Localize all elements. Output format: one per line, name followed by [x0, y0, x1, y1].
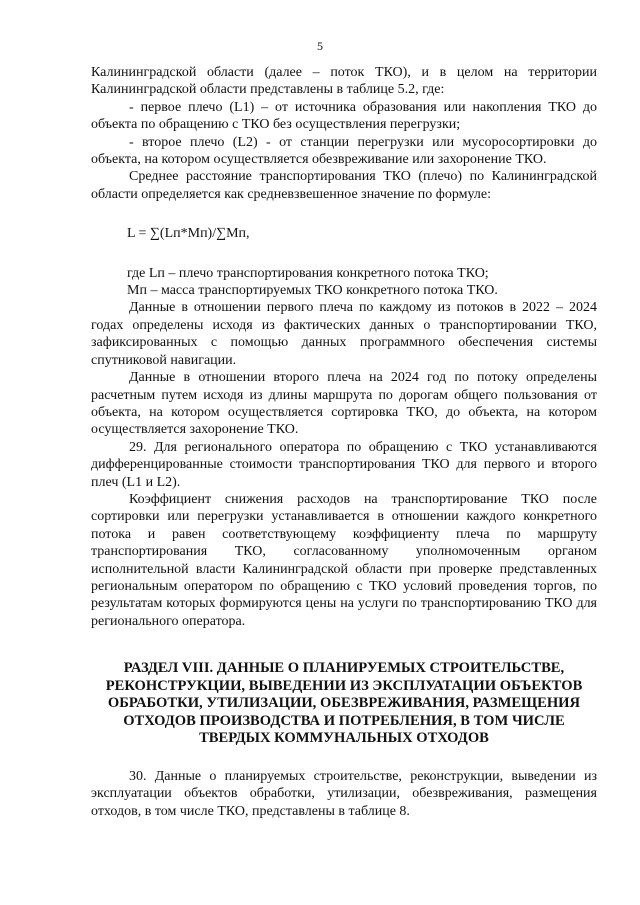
page-number: 5 [317, 39, 323, 53]
paragraph-first-leg: - первое плечо (L1) – от источника образования или накопления ТКО до объекта по обращению с ТКО без осуществления перегрузки; [91, 99, 597, 133]
paragraph-item-29: 29. Для регионального оператора по обращению с ТКО устанавливаются дифференцированные стоимости транспортирования ТКО для первого и второго плеч (L1 и L2). [91, 439, 597, 490]
paragraph-where-lp: где Lп – плечо транспортирования конкретного потока ТКО; [127, 265, 489, 281]
paragraph-item-30: 30. Данные о планируемых строительстве, реконструкции, выведении из эксплуатации объектов обработки, утилизации, обезвреживания, размещения отходов, в том числе ТКО, представлены в таблице 8. [91, 769, 597, 819]
formula: L = ∑(Lп*Mп)/∑Mп, [127, 226, 250, 242]
paragraph-reduction-coefficient: Коэффициент снижения расходов на транспортирование ТКО после сортировки или перегрузки устанавливается в отношении каждого конкретного потока и равен соответствующему коэффициенту плеча по маршруту транспортирования ТКО, согласованному уполномоченным органом исполнительной власти Калининградской области при проверке представленных региональным оператором по обращению с ТКО условий проведения торгов, по результатам которых формируются цены на услуги по транспортированию ТКО для регионального оператора. [91, 491, 597, 629]
paragraph-second-leg: - второе плечо (L2) - от станции перегрузки или мусоросортировки до объекта, на котором осуществляется обезвреживание или захоронение ТКО. [91, 134, 597, 168]
paragraph-continuation: Калининградской области (далее – поток ТКО), и в целом на территории Калининградской области представлены в таблице 5.2, где: [91, 65, 597, 98]
paragraph-first-leg-data: Данные в отношении первого плеча по каждому из потоков в 2022 – 2024 годах определены исходя из фактических данных о транспортировании ТКО, зафиксированных с помощью данных программного обеспечения системы спутниковой навигации. [91, 300, 597, 368]
document-body [91, 64, 597, 630]
section-body [91, 768, 597, 820]
paragraph-average-distance: Среднее расстояние транспортирования ТКО (плечо) по Калининградской области определяется как средневзвешенное значение по формуле: [91, 169, 597, 202]
paragraph-second-leg-data: Данные в отношении второго плеча на 2024 год по потоку определены расчетным путем исходя из длины маршрута по дорогам общего пользования от объекта, на котором осуществляется сортировка ТКО, до объекта, на котором осуществляется захоронение ТКО. [91, 370, 597, 438]
section-heading: РАЗДЕЛ VIII. ДАННЫЕ О ПЛАНИРУЕМЫХ СТРОИТЕЛЬСТВЕ, РЕКОНСТРУКЦИИ, ВЫВЕДЕНИИ ИЗ ЭКСПЛУАТАЦИИ ОБЪЕКТОВ ОБРАБОТКИ, УТИЛИЗАЦИИ, ОБЕЗВРЕЖИВАНИЯ, РАЗМЕЩЕНИЯ ОТХОДОВ ПРОИЗВОДСТВА И ПОТРЕБЛЕНИЯ, В ТОМ ЧИСЛЕ ТВЕРДЫХ КОММУНАЛЬНЫХ ОТХОДОВ [105, 660, 583, 747]
paragraph-where-mp: Mп – масса транспортируемых ТКО конкретного потока ТКО. [127, 283, 498, 299]
